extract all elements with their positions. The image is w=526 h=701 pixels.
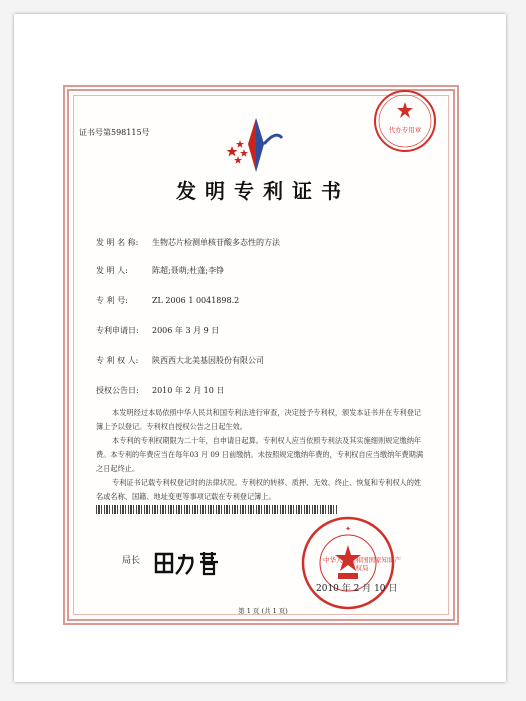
seal-date: 2010 年 2 月 10 日 (316, 584, 398, 594)
director-title: 局长 (122, 556, 141, 566)
page-footer: 第 1 页 (共 1 页) (238, 607, 288, 615)
body-paragraph: 专利证书记载专利权登记时的法律状况。专利权的转移、质押、无效、终止、恢复和专利权人的姓名或名称、国籍、地址变更等事项记载在专利登记簿上。 (96, 478, 422, 501)
patentee-value: 陕西西大北美基因股份有限公司 (152, 356, 264, 365)
filing-date-value: 2006 年 3 月 9 日 (152, 326, 220, 335)
inventor-value: 陈超;聂萌;杜蓬;李铮 (152, 266, 225, 275)
patentee-label: 专 利 权 人: (96, 356, 139, 365)
patent-number-value: ZL 2006 1 0041898.2 (152, 296, 240, 305)
invention-name-value: 生物芯片检测单核苷酸多态性的方法 (152, 238, 280, 247)
sipo-logo-icon (224, 116, 286, 174)
grant-date-value: 2010 年 2 月 10 日 (152, 386, 225, 395)
patent-number-label: 专 利 号: (96, 296, 128, 305)
invention-name-label: 发 明 名 称: (96, 238, 139, 247)
svg-text:✦: ✦ (345, 525, 351, 533)
inventor-label: 发 明 人: (96, 266, 128, 275)
body-paragraph: 本专利的专利权期限为二十年，自申请日起算。专利权人应当依照专利法及其实施细则规定缴纳年费。本专利的年费应当在每年03 月 09 日前缴纳。未按照规定缴纳年费的，专利权自应当缴纳年费期满之日起终止。 (96, 436, 424, 473)
seal-issuer: 中华人民共和国国家知识产权局 (323, 556, 401, 572)
certificate-title: 发明专利证书 (176, 179, 350, 203)
certificate-body (96, 406, 426, 504)
director-signature (150, 548, 230, 578)
agency-seal-icon (372, 88, 438, 154)
certificate-number: 证书号第598115号 (79, 128, 150, 137)
small-seal-text: 代办专用章 (388, 126, 422, 134)
barcode (96, 505, 338, 514)
grant-date-label: 授权公告日: (96, 386, 139, 395)
body-paragraph: 本发明经过本局依照中华人民共和国专利法进行审查，决定授予专利权，颁发本证书并在专利登记簿上予以登记。专利权自授权公告之日起生效。 (96, 408, 422, 431)
filing-date-label: 专利申请日: (96, 326, 139, 335)
